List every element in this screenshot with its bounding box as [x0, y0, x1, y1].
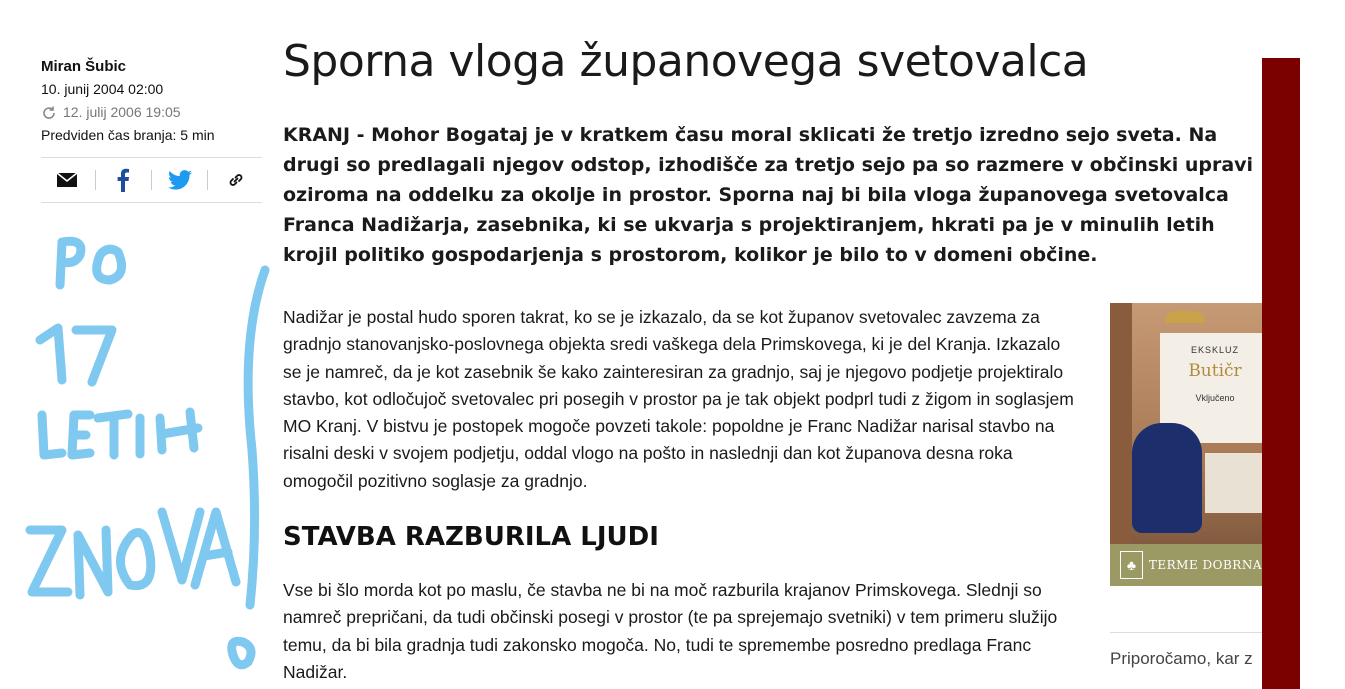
ad-bed — [1205, 453, 1262, 513]
email-icon — [56, 172, 78, 188]
updated-date-text: 12. julij 2006 19:05 — [63, 104, 181, 120]
accent-sidebar — [1262, 58, 1300, 689]
ad-curtain — [1110, 303, 1132, 553]
recommend-heading: Priporočamo, kar z — [1110, 649, 1253, 668]
article-meta — [41, 55, 262, 147]
share-twitter-button[interactable] — [168, 168, 192, 192]
ad-footer — [1110, 544, 1262, 586]
share-facebook-button[interactable] — [111, 168, 135, 192]
share-divider — [207, 170, 208, 190]
article-paragraph: Nadižar je postal hudo sporen takrat, ko se je izkazalo, da se kot županov svetovalec zavzema za gradnjo stanovanjsko-poslovnega objekta sredi vaškega dela Primskovega, ki je del Kranja. Izkazalo se je namreč, da je kot zasebnik še kako zainteresiran za gradnjo, saj je njegovo podjetje projektiralo stavbo, kot odločujoč svetovalec pri posegih v prostor pa je tak objekt podprl tudi z žigom in soglasjem MO Kranj. V bistvu je postopek mogoče povzeti takole: popoldne je Franc Nadižar narisal stavbo na risalni deski v svojem podjetju, oddal vlogo na pošto in naslednji dan kot županova desna roka omogočil pozitivno soglasje za gradnjo. — [283, 307, 1074, 491]
lead-place: KRANJ — [283, 124, 351, 146]
article-subheading: STAVBA RAZBURILA LJUDI — [283, 522, 659, 552]
handwriting-letih — [42, 412, 198, 455]
lead-text: Mohor Bogataj je v kratkem času moral sklicati že tretjo izredno sejo sveta. Na drugi so predlagali njegov odstop, izhodišče za tretjo sejo pa so razmere v občinski upravi oziroma na oddelku za okolje in prostor. Sporna naj bi bila vloga županovega svetovalca Franca Nadižarja, zasebnika, ki se ukvarja s projektiranjem, hkrati pa je v minulih letih krojil politiko gospodarjenja s prostorom, kolikor je bilo to v domeni občine. — [283, 124, 1254, 266]
handwriting-bracket — [248, 270, 265, 605]
ad-brand: TERME DOBRNA — [1148, 558, 1262, 572]
updated-date — [41, 101, 262, 124]
refresh-icon — [41, 105, 57, 121]
ad-armchair — [1132, 423, 1202, 533]
handwriting-znova — [30, 512, 236, 595]
link-icon — [227, 171, 245, 189]
tree-icon: ♣ — [1120, 551, 1143, 579]
share-bar — [41, 157, 262, 203]
article-paragraph: Vse bi šlo morda kot po maslu, če stavba ne bi na moč razburila krajanov Primskovega. Slednji so namreč prepričani, da tudi občinski posegi v prostor (te pa sprejemajo svetniki) v tem primeru služijo temu, da bi bila gradnja tudi zakonsko mogoča. No, tudi te spremembe posredno predlaga Franc Nadižar. — [283, 580, 1058, 682]
ad-line-3: Vključeno — [1195, 393, 1235, 403]
share-email-button[interactable] — [55, 168, 79, 192]
handwritten-annotation — [0, 200, 280, 689]
published-date: 10. junij 2004 02:00 — [41, 81, 164, 97]
reading-time: Predviden čas branja: 5 min — [41, 127, 215, 143]
share-divider — [95, 170, 96, 190]
article-title: Sporna vloga županovega svetovalca — [283, 36, 1089, 87]
author-name[interactable]: Miran Šubic — [41, 58, 127, 75]
twitter-icon — [168, 169, 192, 191]
ad-line-1: EKSKLUZ — [1190, 345, 1239, 355]
handwriting-po — [60, 241, 122, 285]
facebook-icon — [116, 168, 130, 192]
handwriting-17 — [40, 328, 112, 382]
handwriting-dot — [232, 641, 251, 665]
ad-lamp — [1165, 311, 1205, 323]
article-lead — [283, 120, 1258, 270]
advertisement-banner[interactable] — [1110, 303, 1262, 586]
ad-line-2: Butičr — [1188, 361, 1242, 381]
share-divider — [151, 170, 152, 190]
share-link-button[interactable] — [224, 168, 248, 192]
sidebar-divider — [1110, 632, 1262, 633]
lead-separator: - — [350, 124, 372, 146]
